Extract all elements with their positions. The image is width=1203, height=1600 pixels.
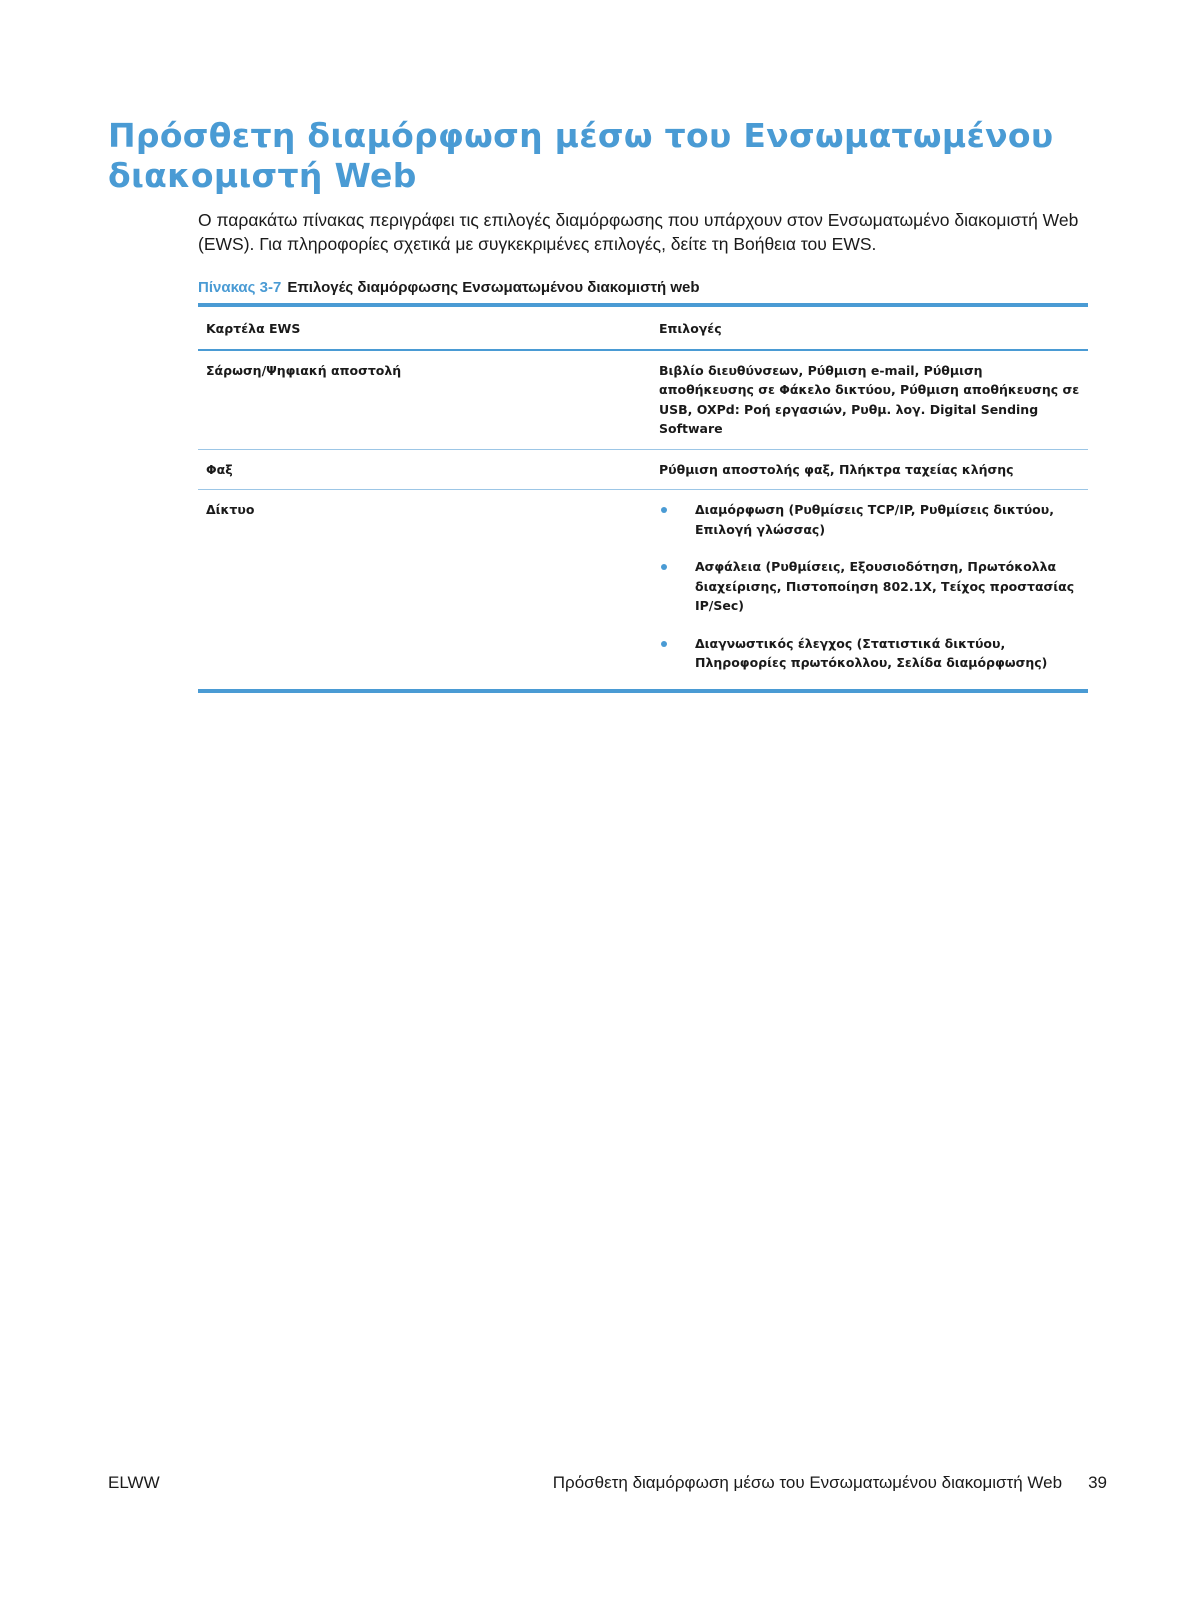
row-tab-cell: Δίκτυο (206, 502, 255, 517)
row-options-cell: Ρύθμιση αποστολής φαξ, Πλήκτρα ταχείας κλήσης (659, 461, 1014, 477)
bullet-icon (661, 564, 667, 570)
row-options-cell: Βιβλίο διευθύνσεων, Ρύθμιση e-mail, Ρύθμιση αποθήκευσης σε Φάκελο δικτύου, Ρύθμιση αποθήκευσης σε USB, OXPd: Ροή εργασιών, Ρυθμ. λογ. Digital Sending Software (659, 362, 1080, 436)
row-tab-cell: Φαξ (206, 461, 233, 477)
table-caption-number: Πίνακας 3-7 (198, 279, 282, 296)
list-item (659, 500, 1080, 539)
list-item-text: Διαμόρφωση (Ρυθμίσεις TCP/IP, Ρυθμίσεις δικτύου, Επιλογή γλώσσας) (695, 502, 1054, 537)
list-item (659, 634, 1080, 673)
table-header-row (198, 305, 1088, 350)
intro-paragraph: Ο παρακάτω πίνακας περιγράφει τις επιλογές διαμόρφωσης που υπάρχουν στον Ενσωματωμένο διακομιστή Web (EWS). Για πληροφορίες σχετικά με συγκεκριμένες επιλογές, δείτε τη Βοήθεια του EWS. (198, 210, 1079, 254)
list-item-text: Ασφάλεια (Ρυθμίσεις, Εξουσιοδότηση, Πρωτόκολλα διαχείρισης, Πιστοποίηση 802.1X, Τείχος προστασίας IP/Sec) (695, 559, 1075, 613)
footer-doc-code: ELWW (108, 1473, 160, 1492)
table-row (198, 350, 1088, 450)
list-item-text: Διαγνωστικός έλεγχος (Στατιστικά δικτύου, Πληροφορίες πρωτόκολλου, Σελίδα διαμόρφωσης) (695, 635, 1048, 670)
row-options-cell (651, 490, 1088, 691)
page-title: Πρόσθετη διαμόρφωση μέσω του Ενσωματωμένου διακομιστή Web (108, 116, 1054, 195)
table-row (198, 449, 1088, 490)
footer-section-title: Πρόσθετη διαμόρφωση μέσω του Ενσωματωμένου διακομιστή Web (552, 1473, 1063, 1492)
ews-options-table (198, 303, 1088, 693)
table-row (198, 490, 1088, 691)
table-caption (198, 278, 1088, 298)
network-options-list (659, 500, 1080, 673)
header-options: Επιλογές (659, 321, 722, 336)
bullet-icon (661, 507, 667, 513)
list-item (659, 557, 1080, 616)
header-ews-tab: Καρτέλα EWS (206, 321, 301, 336)
table-caption-text: Επιλογές διαμόρφωσης Ενσωματωμένου διακομιστή web (287, 279, 700, 296)
row-tab-cell: Σάρωση/Ψηφιακή αποστολή (206, 362, 402, 378)
footer-section (553, 1472, 1107, 1494)
page-number: 39 (1088, 1473, 1107, 1492)
bullet-icon (661, 641, 667, 647)
